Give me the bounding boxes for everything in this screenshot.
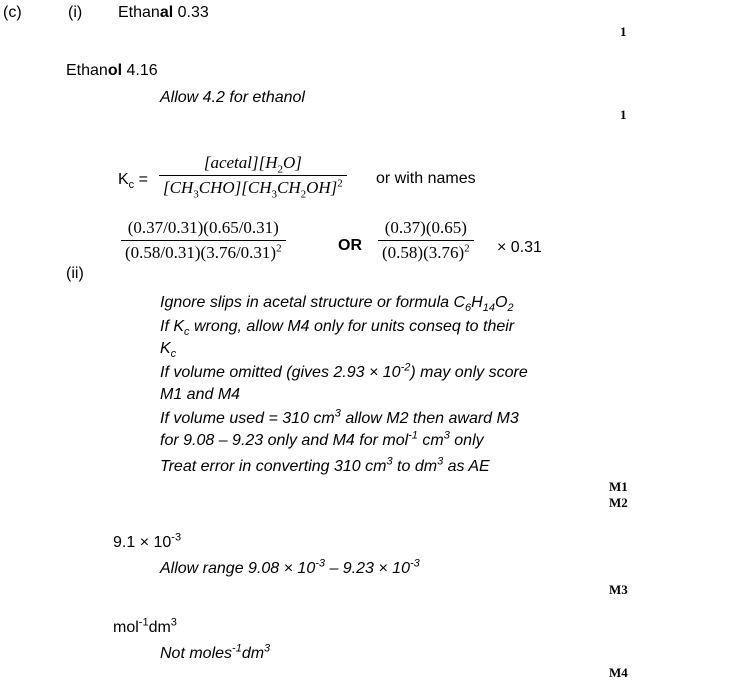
ethanol-line: Ethanol 4.16 — [66, 62, 158, 79]
note-volume-used: If volume used = 310 $cm^3$ allow M2 then award M3 — [160, 407, 519, 427]
mark-m3: M3 — [609, 582, 628, 597]
mark-m2: M2 — [609, 495, 628, 510]
note-volume-omitted: If volume omitted (gives $2.93 \times 10^{-2}$) may only score — [160, 361, 528, 381]
substitution-fraction-2: $\frac{(0.37)(0.65)}{(0.58)(3.76)^2}$ — [378, 218, 474, 263]
ethanal-line: Ethanal 0.33 — [118, 4, 209, 21]
or-label: OR — [338, 237, 362, 254]
note-ignore-slips: Ignore slips in acetal structure or formula $C_6H_{14}O_2$ — [160, 294, 514, 315]
kc-numerator: $[acetal][H_2O]$ — [203, 153, 302, 176]
mark-2: 1 — [620, 107, 627, 122]
times-volume: × 0.31 — [497, 239, 542, 256]
note-kc-wrong: If $K_c$ wrong, allow M4 only for units conseq to their — [160, 318, 515, 339]
part-label-c: (c) — [3, 4, 22, 21]
substitution-fraction-1: $\frac{(0.37/0.31)(0.65/0.31)}{(0.58/0.31)(3.76/0.31)^2}$ — [121, 218, 286, 263]
mark-1: 1 — [620, 24, 627, 39]
sub-label-ii: (ii) — [66, 265, 84, 282]
note-m1-m4: M1 and M4 — [160, 386, 241, 403]
or-with-names: or with names — [376, 170, 476, 187]
answer-value: $9.1 \times 10^{-3}$ — [113, 531, 182, 551]
sub-label-i: (i) — [68, 4, 83, 21]
note-conversion-error: Treat error in converting 310 $cm^3$ to $dm^3$ as AE — [160, 455, 490, 475]
units-note: Not $moles^{-1}dm^3$ — [160, 642, 271, 662]
kc-symbol: $K_c$ = — [118, 171, 148, 192]
mark-m4: M4 — [609, 665, 628, 680]
kc-fraction — [159, 153, 347, 201]
mark-m1: M1 — [609, 479, 628, 494]
note-kc-their: $K_c$ — [160, 340, 177, 361]
kc-denominator: $[CH_3CHO][CH_3CH_2OH]^2$ — [159, 175, 347, 198]
allow-note: Allow 4.2 for ethanol — [160, 89, 305, 106]
units-value: $mol^{-1}dm^3$ — [113, 616, 177, 636]
note-range-m3: for 9.08 – 9.23 only and M4 for mol$^{-1}$ $cm^3$ only — [160, 429, 484, 449]
answer-range-note: Allow range $9.08 \times 10^{-3} - 9.23 \times 10^{-3}$ — [160, 557, 420, 577]
